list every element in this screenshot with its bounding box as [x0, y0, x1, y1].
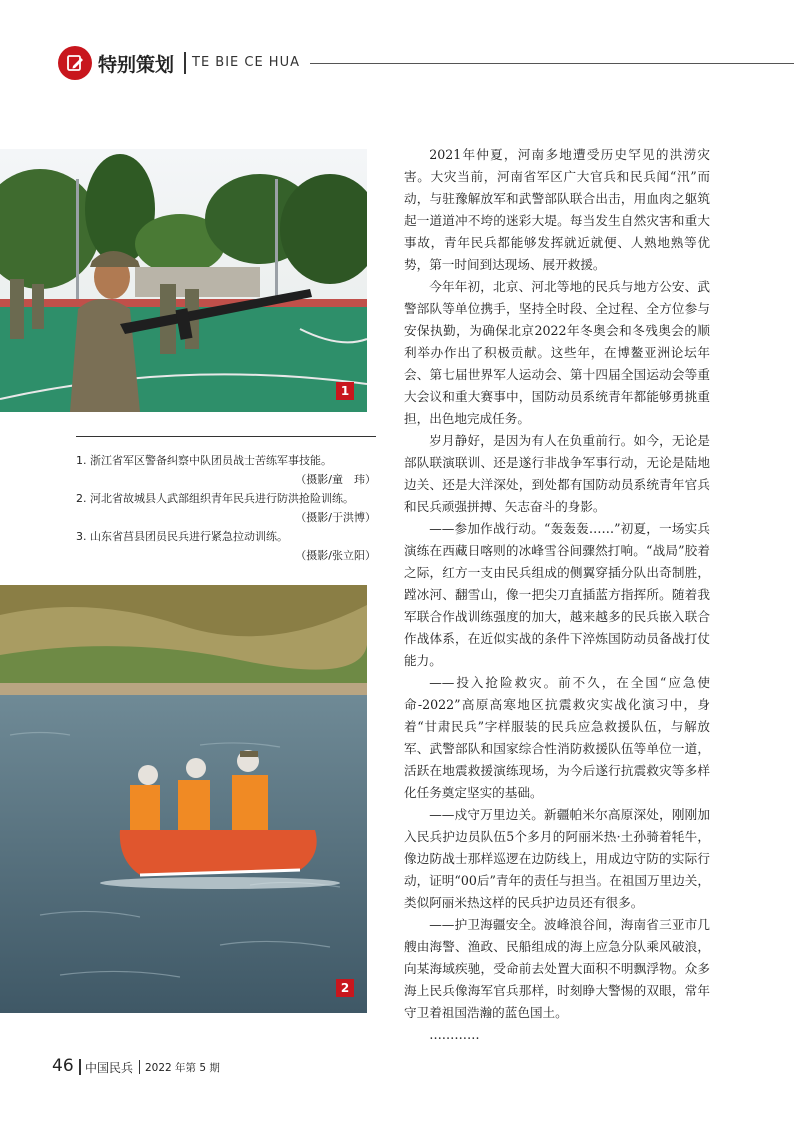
photo-soldiers-training	[0, 149, 367, 412]
caption-text: 1. 浙江省军区警备纠察中队团员战士苦练军事技能。	[76, 454, 332, 467]
article-ellipsis: …………	[429, 1027, 480, 1042]
header-rule	[310, 63, 794, 64]
article-paragraph: ——参加作战行动。“轰轰轰……”初夏，一场实兵演练在西藏日喀则的冰峰雪谷间骤然打响。“战局”胶着之际，红方一支由民兵组成的侧翼穿插分队出奇制胜，蹚冰河、翻雪山，像一把尖刀直插蓝方指挥所。随着我军联合作战训练强度的加大，越来越多的民兵嵌入联合作战体系，在近似实战的条件下淬炼国防动员备战打仗能力。	[404, 521, 710, 668]
photo-captions	[76, 436, 376, 565]
page-header	[0, 40, 794, 86]
footer-divider	[79, 1059, 81, 1075]
header-divider	[184, 52, 186, 74]
article-body	[404, 144, 710, 1046]
article-paragraph: 岁月静好，是因为有人在负重前行。如今，无论是部队联演联训、还是遂行非战争军事行动，无论是陆地边关、还是大洋深处，到处都有国防动员系统青年官兵和民兵顽强拼搏、矢志奋斗的身影。	[404, 433, 710, 514]
article-paragraph: ——戍守万里边关。新疆帕米尔高原深处，刚刚加入民兵护边员队伍5个多月的阿丽米热·土孙骑着牦牛，像边防战士那样巡逻在边防线上，用成边守防的实际行动，证明“00后”青年的责任与担当。在祖国万里边关，类似阿丽米热这样的民兵护边员还有很多。	[404, 807, 710, 910]
article-paragraph: 2021年仲夏，河南多地遭受历史罕见的洪涝灾害。大灾当前，河南省军区广大官兵和民兵闻“汛”而动，与驻豫解放军和武警部队联合出击，用血肉之躯筑起一道道冲不垮的迷彩大堤。每当发生自然灾害和重大事故，青年民兵都能够发挥就近就便、人熟地熟等优势，第一时间到达现场、展开救援。	[404, 147, 710, 272]
article-paragraph: ——投入抢险救灾。前不久，在全国“应急使命-2022”高原高寒地区抗震救灾实战化演习中，身着“甘肃民兵”字样服装的民兵应急救援队伍，与解放军、武警部队和国家综合性消防救援队伍等单位一道，活跃在地震救援演练现场，为今后遂行抗震救灾等多样化任务奠定坚实的基础。	[404, 675, 710, 800]
section-title: 特别策划	[98, 54, 175, 76]
issue-label: 2022 年第 5 期	[145, 1062, 220, 1074]
photo-number-badge: 1	[336, 382, 354, 400]
edit-pencil-icon	[58, 46, 92, 80]
section-pinyin: TE BIE CE HUA	[192, 55, 300, 70]
caption-text: 3. 山东省莒县团员民兵进行紧急拉动训练。	[76, 530, 288, 543]
caption-credit: （摄影/张立阳）	[295, 549, 376, 562]
caption-text: 2. 河北省故城县人武部组织青年民兵进行防洪抢险训练。	[76, 492, 354, 505]
magazine-name: 中国民兵	[85, 1061, 134, 1075]
article-paragraph: ——护卫海疆安全。波峰浪谷间，海南省三亚市几艘由海警、渔政、民船组成的海上应急分队乘风破浪，向某海域疾驰，受命前去处置大面积不明飘浮物。众多海上民兵像海军官兵那样，时刻睁大警惕的双眼，常年守卫着祖国浩瀚的蓝色国土。	[404, 917, 710, 1020]
photo-number-badge: 2	[336, 979, 354, 997]
caption-credit: （摄影/童 玮）	[295, 473, 376, 486]
photo-rescue-boat	[0, 585, 367, 1013]
footer-divider	[139, 1060, 140, 1074]
caption-credit: （摄影/于洪博）	[295, 511, 376, 524]
article-paragraph: 今年年初，北京、河北等地的民兵与地方公安、武警部队等单位携手，坚持全时段、全过程、全方位参与安保执勤，为确保北京2022年冬奥会和冬残奥会的顺利举办作出了积极贡献。这些年，在博鳌亚洲论坛年会、第七届世界军人运动会、第十四届全国运动会等重大会议和重大赛事中，国防动员系统青年都能够勇挑重担，出色地完成任务。	[404, 279, 710, 426]
page-number: 46	[52, 1056, 74, 1076]
